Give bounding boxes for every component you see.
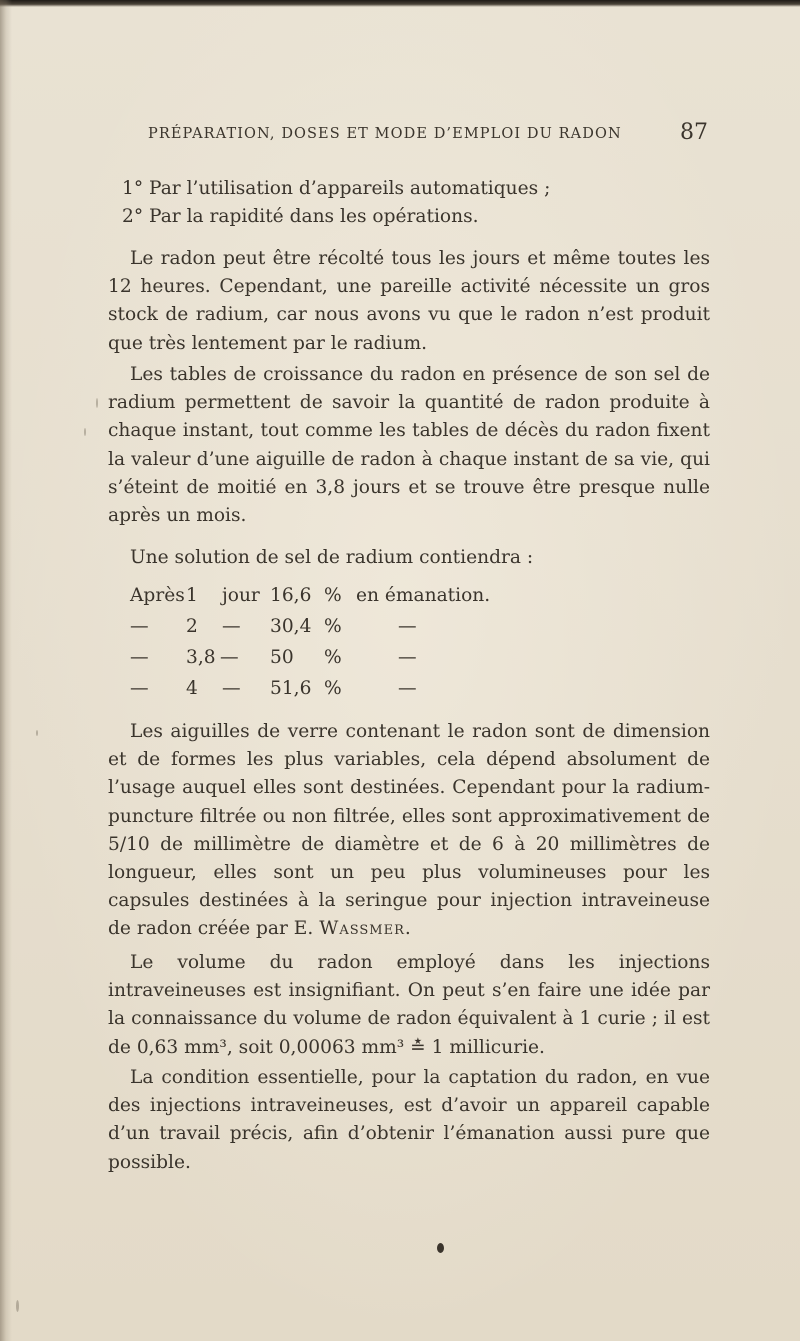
row-count: 3,8 <box>186 647 216 668</box>
paragraph-text: Le radon peut être récolté tous les jours et même toutes les 12 heures. Cependant, une pareille activité nécessite un gros stock de radium, car nous avons vu que le radon n’est produit que très lentement par le radium. <box>108 248 710 354</box>
paragraph-needles <box>108 718 710 944</box>
paper-speck <box>84 428 86 436</box>
row-percent: % <box>324 585 342 606</box>
running-head <box>148 120 708 146</box>
row-unit: — <box>222 616 241 637</box>
row-value: 50 <box>270 647 294 668</box>
page-number: 87 <box>680 120 708 145</box>
row-unit: — <box>222 678 241 699</box>
row-unit: — <box>220 647 239 668</box>
row-count: 2 <box>186 616 198 637</box>
paragraph-radon-harvest <box>108 245 710 358</box>
bullet-mark <box>437 1243 444 1253</box>
row-percent: % <box>324 678 342 699</box>
row-tail: en émanation. <box>356 585 491 606</box>
paragraph-growth-tables <box>108 361 710 530</box>
row-count: 4 <box>186 678 198 699</box>
paper-speck <box>96 398 98 408</box>
row-value: 51,6 <box>270 678 312 699</box>
paragraph-body: Les aiguilles de verre contenant le radon sont de dimension et de formes les plus variables, cela dépend absolument de l’usage auquel elles sont destinées. Cependant pour la radium-puncture filtrée ou non filtrée, elles sont approximativement de 5/10 de millimètre de diamètre et de 6 à 20 millimètres de longueur, elles sont un peu plus volumineuses pour les capsules destinées à la seringue pour injection intraveineuse de radon créée par E. <box>108 721 710 940</box>
page-top-edge <box>0 0 800 7</box>
paragraph-end: . <box>404 918 411 940</box>
row-percent: % <box>324 616 342 637</box>
paper-speck <box>36 730 38 736</box>
row-percent: % <box>324 647 342 668</box>
enumeration-item-1: 1° Par l’utilisation d’appareils automatiques ; <box>122 178 551 199</box>
author-name: Wassmer <box>319 918 405 940</box>
paragraph-text: Le volume du radon employé dans les injections intraveineuses est insignifiant. On peut s’en faire une idée par la connaissance du volume de radon équivalent à 1 curie ; il est de 0,63 mm³, soit 0,00063 mm³ ≛ 1 millicurie. <box>108 952 710 1058</box>
row-count: 1 <box>186 585 198 606</box>
running-title: PRÉPARATION, DOSES ET MODE D’EMPLOI DU RADON <box>148 126 622 142</box>
paragraph-text <box>108 718 710 944</box>
paper-speck <box>16 1300 19 1312</box>
row-label: — <box>130 678 149 699</box>
paragraph-captation <box>108 1064 710 1177</box>
page-left-edge <box>0 0 12 1341</box>
row-label: — <box>130 616 149 637</box>
row-tail: — <box>398 678 417 699</box>
row-value: 30,4 <box>270 616 312 637</box>
row-unit: jour <box>222 585 260 606</box>
paragraph-text: Les tables de croissance du radon en présence de son sel de radium permettent de savoir la quantité de radon produite à chaque instant, tout comme les tables de décès du radon fixent la valeur d’une aiguille de radon à chaque instant de sa vie, qui s’éteint de moitié en 3,8 jours et se trouve être presque nulle après un mois. <box>108 364 710 527</box>
row-label: — <box>130 647 149 668</box>
row-tail: — <box>398 616 417 637</box>
enumeration-item-2: 2° Par la rapidité dans les opérations. <box>122 206 479 228</box>
row-tail: — <box>398 647 417 668</box>
paragraph-volume <box>108 949 710 1062</box>
row-value: 16,6 <box>270 585 312 606</box>
row-label: Après <box>130 585 185 606</box>
enumeration <box>108 175 710 231</box>
paragraph-solution-intro <box>108 544 710 572</box>
paragraph-text: La condition essentielle, pour la captation du radon, en vue des injections intraveineuses, est d’avoir un appareil capable d’un travail précis, afin d’obtenir l’émanation aussi pure que possible. <box>108 1067 710 1173</box>
paragraph-text: Une solution de sel de radium contiendra : <box>130 547 534 568</box>
